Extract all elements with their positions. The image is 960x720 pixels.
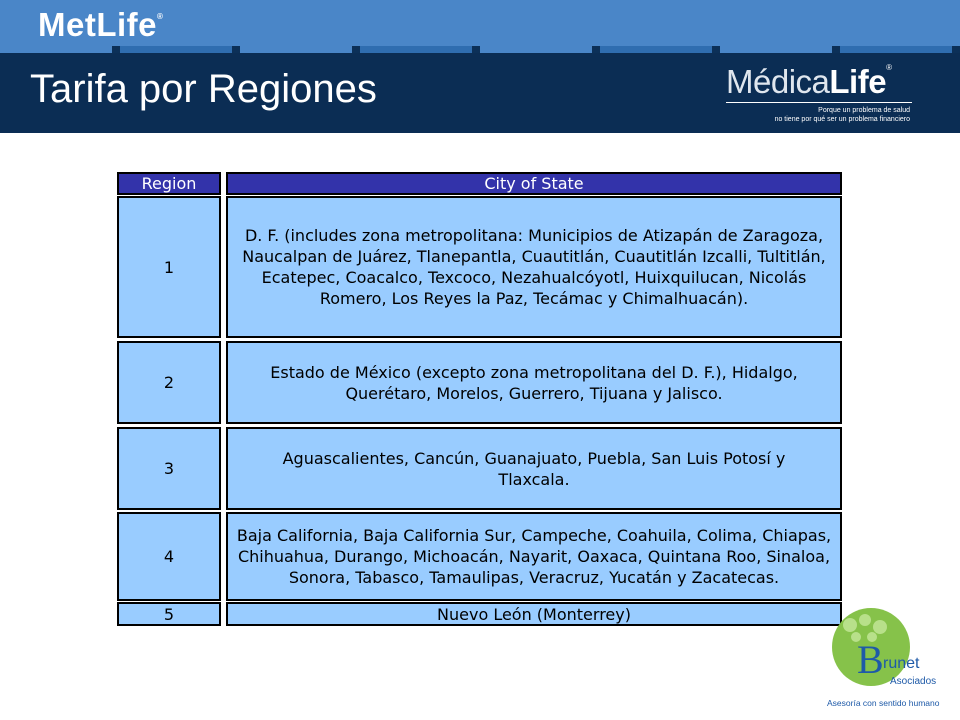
brunet-logo — [815, 608, 960, 720]
medicalife-logo-part2: Life — [829, 63, 887, 100]
medicalife-tagline-2: no tiene por qué ser un problema financiero — [774, 116, 910, 123]
region-cell-2: 2 — [117, 341, 221, 424]
city-text-4: Baja California, Baja California Sur, Campeche, Coahuila, Colima, Chiapas, Chihuahua, Durango, Michoacán, Nayarit, Oaxaca, Quintana Roo, Sinaloa, Sonora, Tabasco, Tamaulipas, Veracruz, Yucatán y Zacatecas. — [236, 526, 832, 587]
medicalife-logo: MédicaLife® Porque un problema de salud no tiene por qué ser un problema financiero — [726, 63, 910, 123]
top-bar — [0, 0, 960, 46]
city-cell-5: Nuevo León (Monterrey) — [226, 602, 842, 626]
header-region: Region — [117, 172, 221, 195]
city-text-3: Aguascalientes, Cancún, Guanajuato, Puebla, San Luis Potosí y Tlaxcala. — [282, 448, 786, 489]
city-cell-3 — [226, 427, 842, 510]
medicalife-rule — [726, 102, 912, 103]
brunet-name: runet — [883, 655, 920, 672]
header-city: City of State — [226, 172, 842, 195]
medicalife-tagline-1: Porque un problema de salud — [818, 107, 910, 114]
region-cell-3: 3 — [117, 427, 221, 510]
city-cell-4 — [226, 512, 842, 601]
region-cell-5: 5 — [117, 602, 221, 626]
title-bar — [0, 53, 960, 133]
region-cell-4: 4 — [117, 512, 221, 601]
city-cell-1 — [226, 196, 842, 338]
brunet-asociados: Asociados — [890, 676, 937, 687]
metlife-logo — [38, 6, 163, 44]
region-cell-1: 1 — [117, 196, 221, 338]
city-text-1: D. F. (includes zona metropolitana: Municipios de Atizapán de Zaragoza, Naucalpan de Juárez, Tlanepantla, Cuautitlán, Cuautitlán Izcalli, Tultitlán, Ecatepec, Coacalco, Texcoco, Nezahualcóyotl, Huixquilucan, Nicolás Romero, Los Reyes la Paz, Tecámac y Chimalhuacán). — [242, 226, 826, 308]
registered-mark: ® — [157, 12, 164, 21]
brunet-tagline: Asesoría con sentido humano — [827, 698, 940, 708]
city-cell-2 — [226, 341, 842, 424]
metlife-logo-text: MetLife — [38, 6, 157, 43]
page-title: Tarifa por Regiones — [30, 67, 377, 111]
medicalife-logo-part1: Médica — [726, 63, 830, 100]
city-text-2: Estado de México (excepto zona metropolitana del D. F.), Hidalgo, Querétaro, Morelos, Guerrero, Tijuana y Jalisco. — [270, 362, 798, 403]
header-stripes — [0, 46, 960, 53]
brunet-initial: B — [857, 637, 884, 682]
